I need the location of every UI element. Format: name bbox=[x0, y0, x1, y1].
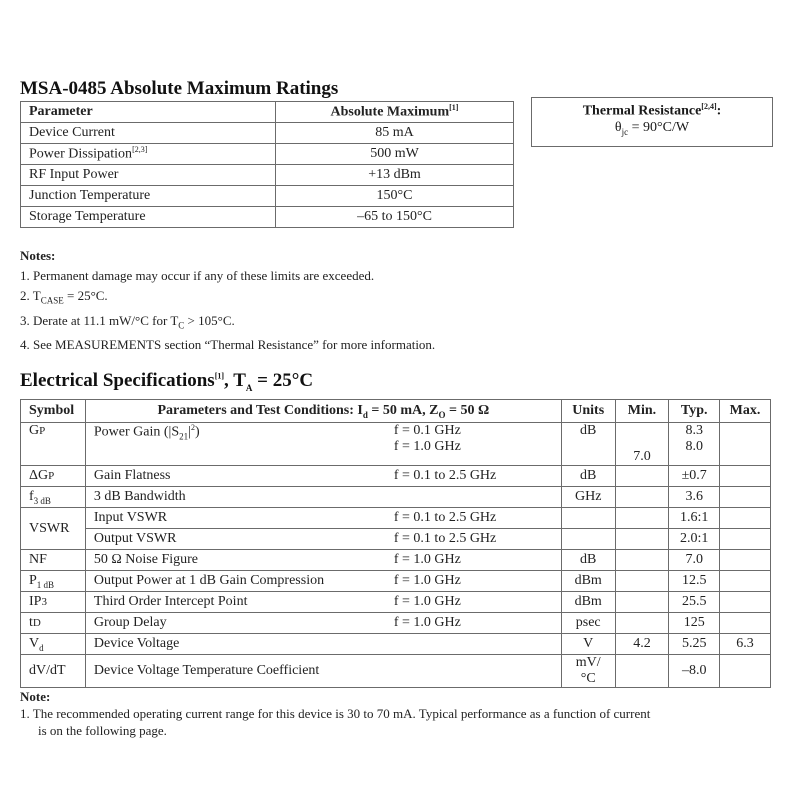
table-row bbox=[21, 186, 514, 207]
table-row bbox=[21, 529, 771, 550]
max: 6.3 bbox=[720, 634, 771, 655]
typ: –8.0 bbox=[669, 655, 720, 688]
min bbox=[615, 613, 669, 634]
units: V bbox=[561, 634, 615, 655]
max bbox=[720, 487, 771, 508]
thermal-title: Thermal Resistance[2,4]: bbox=[582, 102, 722, 119]
units: dBm bbox=[561, 571, 615, 592]
symbol: VSWR bbox=[21, 508, 86, 550]
typ: 3.6 bbox=[669, 487, 720, 508]
min bbox=[615, 655, 669, 688]
max bbox=[720, 571, 771, 592]
electrical-specs-table bbox=[20, 399, 771, 688]
table-row bbox=[21, 634, 771, 655]
parameter: Power Gain $(|S_{21}|^2)$ bbox=[85, 423, 385, 466]
electrical-notes bbox=[20, 688, 650, 739]
parameter: Gain Flatness bbox=[85, 466, 385, 487]
condition: f = 0.1 to 2.5 GHz bbox=[386, 466, 561, 487]
table-row bbox=[21, 423, 771, 466]
parameter: Output VSWR bbox=[85, 529, 385, 550]
param-name: Storage Temperature bbox=[29, 209, 146, 224]
typ: 1.6:1 bbox=[669, 508, 720, 529]
param-value: 500 mW bbox=[276, 144, 514, 165]
parameter: Group Delay bbox=[85, 613, 385, 634]
note-4: 4. See MEASUREMENTS section “Thermal Resistance” for more information. bbox=[20, 337, 436, 353]
condition bbox=[386, 655, 561, 688]
condition: f = 1.0 GHz bbox=[386, 571, 561, 592]
units bbox=[561, 508, 615, 529]
min bbox=[615, 508, 669, 529]
min bbox=[615, 571, 669, 592]
typ: 7.0 bbox=[669, 550, 720, 571]
param-name: Junction Temperature bbox=[29, 188, 151, 203]
symbol: tD bbox=[21, 613, 86, 634]
min bbox=[615, 487, 669, 508]
param-value: +13 dBm bbox=[276, 165, 514, 186]
thermal-value: $\theta_{jc} = 90^\circ C/W$ bbox=[614, 119, 690, 137]
table-row bbox=[21, 123, 514, 144]
condition: f = 0.1 GHz f = 1.0 GHz bbox=[386, 423, 561, 466]
note-1-line-2: is on the following page. bbox=[38, 723, 167, 738]
note-1-line-1: 1. The recommended operating current range for this device is 30 to 70 mA. Typical performance as a function of current bbox=[20, 706, 651, 721]
condition bbox=[386, 634, 561, 655]
parameter: Input VSWR bbox=[85, 508, 385, 529]
typ: 12.5 bbox=[669, 571, 720, 592]
table-row: Power Dissipation[2,3] 500 mW bbox=[21, 144, 514, 165]
max bbox=[720, 529, 771, 550]
param-value: 150°C bbox=[276, 186, 514, 207]
table-row bbox=[21, 207, 514, 228]
note-3: 3. Derate at 11.1 mW/°C for $T_C > 105^\circ C$. bbox=[20, 312, 235, 331]
parameter: Device Voltage Temperature Coefficient bbox=[85, 655, 385, 688]
table-row bbox=[21, 466, 771, 487]
note-1: 1. Permanent damage may occur if any of these limits are exceeded. bbox=[20, 268, 375, 283]
header-absolute-maximum: Absolute Maximum[1] bbox=[276, 102, 514, 123]
table-row bbox=[21, 571, 771, 592]
min bbox=[615, 550, 669, 571]
min: 4.2 bbox=[615, 634, 669, 655]
symbol: $V_d$ bbox=[21, 634, 86, 655]
units: mV/°C bbox=[561, 655, 615, 688]
min bbox=[615, 466, 669, 487]
units: psec bbox=[561, 613, 615, 634]
header-parameters: Parameters and Test Conditions: $I_d = 50$ mA, $Z_O = 50$ Ω bbox=[85, 400, 561, 423]
min bbox=[615, 592, 669, 613]
abs-max-title: MSA-0485 Absolute Maximum Ratings bbox=[20, 78, 339, 99]
condition: f = 1.0 GHz bbox=[386, 550, 561, 571]
symbol: GP bbox=[21, 423, 86, 466]
notes-heading: Notes: bbox=[20, 248, 56, 263]
header-max: Max. bbox=[720, 400, 771, 423]
header-parameter: Parameter bbox=[21, 102, 276, 123]
table-row bbox=[21, 655, 771, 688]
symbol: $f_{3 dB}$ bbox=[21, 487, 86, 508]
condition: f = 0.1 to 2.5 GHz bbox=[386, 508, 561, 529]
note-heading: Note: bbox=[20, 689, 51, 704]
header-min: Min. bbox=[615, 400, 669, 423]
max bbox=[720, 423, 771, 466]
parameter: 3 dB Bandwidth bbox=[85, 487, 385, 508]
condition: f = 0.1 to 2.5 GHz bbox=[386, 529, 561, 550]
parameter: Output Power at 1 dB Gain Compression bbox=[85, 571, 385, 592]
thermal-resistance-box bbox=[531, 97, 773, 147]
symbol: NF bbox=[21, 550, 86, 571]
units: dB bbox=[561, 550, 615, 571]
max bbox=[720, 655, 771, 688]
abs-max-notes bbox=[20, 246, 435, 355]
symbol: $P_{1 dB}$ bbox=[21, 571, 86, 592]
max bbox=[720, 592, 771, 613]
param-value: –65 to 150°C bbox=[276, 207, 514, 228]
table-row bbox=[21, 613, 771, 634]
header-typ: Typ. bbox=[669, 400, 720, 423]
abs-max-table bbox=[20, 101, 514, 228]
param-value: 85 mA bbox=[276, 123, 514, 144]
table-header-row bbox=[21, 400, 771, 423]
parameter: 50 Ω Noise Figure bbox=[85, 550, 385, 571]
condition: f = 1.0 GHz bbox=[386, 613, 561, 634]
typ: 8.3 8.0 bbox=[669, 423, 720, 466]
condition bbox=[386, 487, 561, 508]
param-name: Device Current bbox=[29, 125, 115, 140]
symbol: IP3 bbox=[21, 592, 86, 613]
table-row bbox=[21, 592, 771, 613]
min bbox=[615, 529, 669, 550]
table-header-row bbox=[21, 102, 514, 123]
max bbox=[720, 466, 771, 487]
units bbox=[561, 529, 615, 550]
typ: 5.25 bbox=[669, 634, 720, 655]
header-symbol: Symbol bbox=[21, 400, 86, 423]
max bbox=[720, 550, 771, 571]
table-row bbox=[21, 550, 771, 571]
param-name: Power Dissipation bbox=[29, 146, 133, 162]
electrical-specs-title: Electrical Specifications[1], $T_A = 25^\circ C$ bbox=[20, 370, 314, 393]
table-row bbox=[21, 487, 771, 508]
typ: 125 bbox=[669, 613, 720, 634]
typ: ±0.7 bbox=[669, 466, 720, 487]
parameter: Third Order Intercept Point bbox=[85, 592, 385, 613]
units: GHz bbox=[561, 487, 615, 508]
units: dB bbox=[561, 423, 615, 466]
min: 7.0 bbox=[615, 423, 669, 466]
table-row bbox=[21, 508, 771, 529]
table-row bbox=[21, 165, 514, 186]
typ: 2.0:1 bbox=[669, 529, 720, 550]
units: dB bbox=[561, 466, 615, 487]
parameter: Device Voltage bbox=[85, 634, 385, 655]
symbol: dV/dT bbox=[21, 655, 86, 688]
max bbox=[720, 508, 771, 529]
units: dBm bbox=[561, 592, 615, 613]
header-units: Units bbox=[561, 400, 615, 423]
typ: 25.5 bbox=[669, 592, 720, 613]
max bbox=[720, 613, 771, 634]
param-name: RF Input Power bbox=[29, 167, 119, 182]
symbol: ΔGP bbox=[21, 466, 86, 487]
note-2: 2. $T_{CASE} = 25^\circ C$. bbox=[20, 288, 108, 306]
condition: f = 1.0 GHz bbox=[386, 592, 561, 613]
